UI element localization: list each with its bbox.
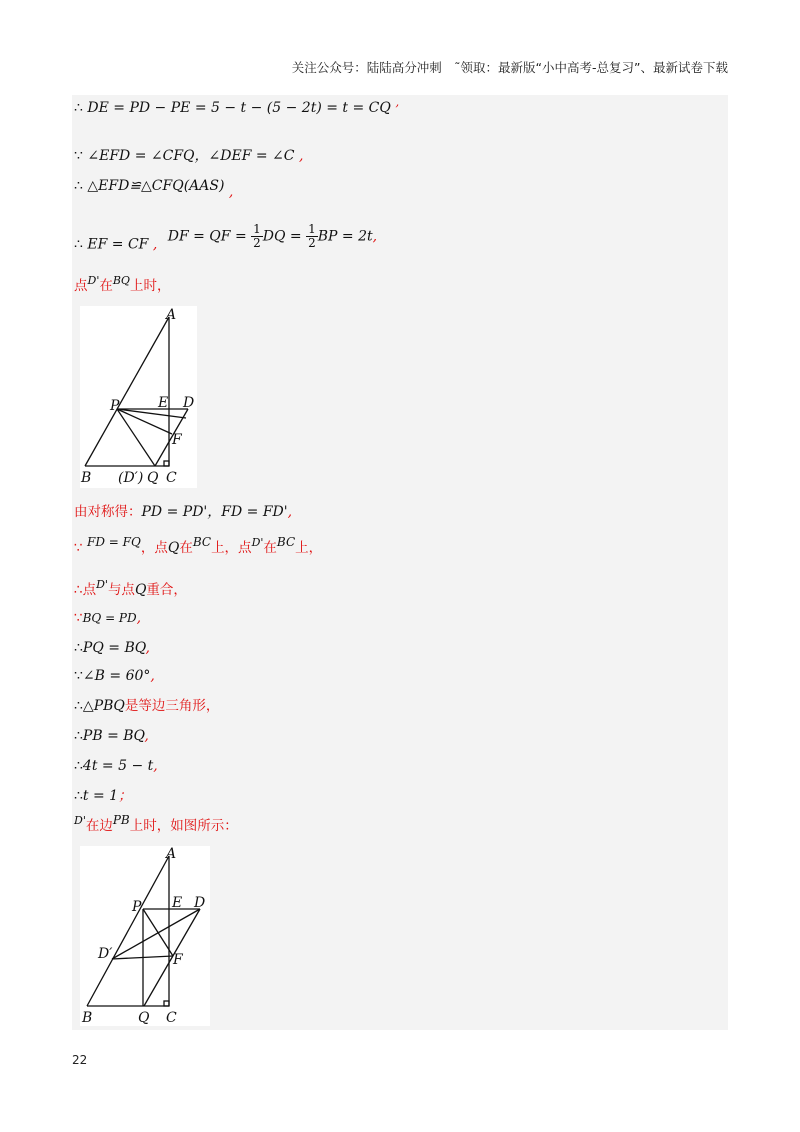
- label-d-prime: D′: [98, 946, 113, 962]
- line-pb-bq: ∴PB = BQ,: [74, 728, 149, 744]
- line-angle-equal: ∵ ∠EFD = ∠CFQ，∠DEF = ∠C ,: [74, 148, 304, 164]
- label-d: D: [183, 395, 195, 411]
- line-symmetry: 由对称得：PD = PD'，FD = FD',: [74, 504, 293, 520]
- page-number: 22: [72, 1053, 88, 1067]
- line-equilateral: ∴△PBQ是等边三角形，: [74, 698, 220, 714]
- label-c: C: [166, 1010, 177, 1026]
- label-a: A: [166, 846, 177, 862]
- line-bq-pd: ∵BQ = PD,: [74, 610, 142, 626]
- line-angle-b: ∵∠B = 60°,: [74, 668, 155, 684]
- line-equation: ∴4t = 5 − t,: [74, 758, 158, 774]
- label-d-prime: (D′): [118, 470, 144, 486]
- line-de-equals-cq: ∴ DE = PD − PE = 5 − t − (5 − 2t) = t = CQ ,: [74, 95, 400, 116]
- label-q: Q: [147, 470, 159, 486]
- line-pq-bq: ∴PQ = BQ,: [74, 640, 150, 656]
- label-a: A: [166, 307, 177, 323]
- label-b: B: [82, 1010, 93, 1026]
- figure-d-on-bq: [80, 306, 197, 488]
- solution-panel: [72, 95, 728, 1030]
- figure-d-on-pb: [80, 846, 210, 1026]
- label-q: Q: [138, 1010, 150, 1026]
- fraction-half: $\frac{1}{2}$: [308, 222, 316, 251]
- label-c: C: [166, 470, 177, 486]
- line-t-equals-1: ∴t = 1；: [74, 788, 133, 804]
- label-b: B: [81, 470, 92, 486]
- df-expression: DF = QF = $\frac{1}{2}$ DQ = $\frac{1}{2}$ BP = 2t,: [167, 222, 378, 251]
- line-case-d-on-pb: $^{D'}$在边PB上时，如图所示：: [74, 813, 238, 834]
- label-e: E: [172, 895, 183, 911]
- label-p: P: [132, 899, 142, 915]
- line-case-d-on-bq: 点$^{D'}$在$^{BQ}$上时，: [74, 274, 171, 294]
- label-d: D: [194, 895, 206, 911]
- label-f: F: [173, 952, 183, 968]
- line-congruent: ∴ △EFD≌△CFQ(AAS) ,: [74, 178, 234, 200]
- label-f: F: [172, 432, 182, 448]
- page-header: 关注公众号：陆陆高分冲刺 ˜领取：最新版“小中高考-总复习”、最新试卷下载: [291, 60, 728, 75]
- line-coincide: ∴点$^{D'}$与点Q重合，: [74, 578, 187, 598]
- line-fd-fq: ∵ FD = FQ，点Q在BC上，点$^{D'}$在BC上，: [74, 535, 323, 556]
- fraction-half: $\frac{1}{2}$: [253, 222, 261, 251]
- label-p: P: [110, 398, 120, 414]
- label-e: E: [158, 395, 169, 411]
- line-ef-cf-df: ∴ EF = CF , DF = QF = $\frac{1}{2}$ DQ = $\frac{1}{2}$ BP = 2t,: [74, 222, 378, 253]
